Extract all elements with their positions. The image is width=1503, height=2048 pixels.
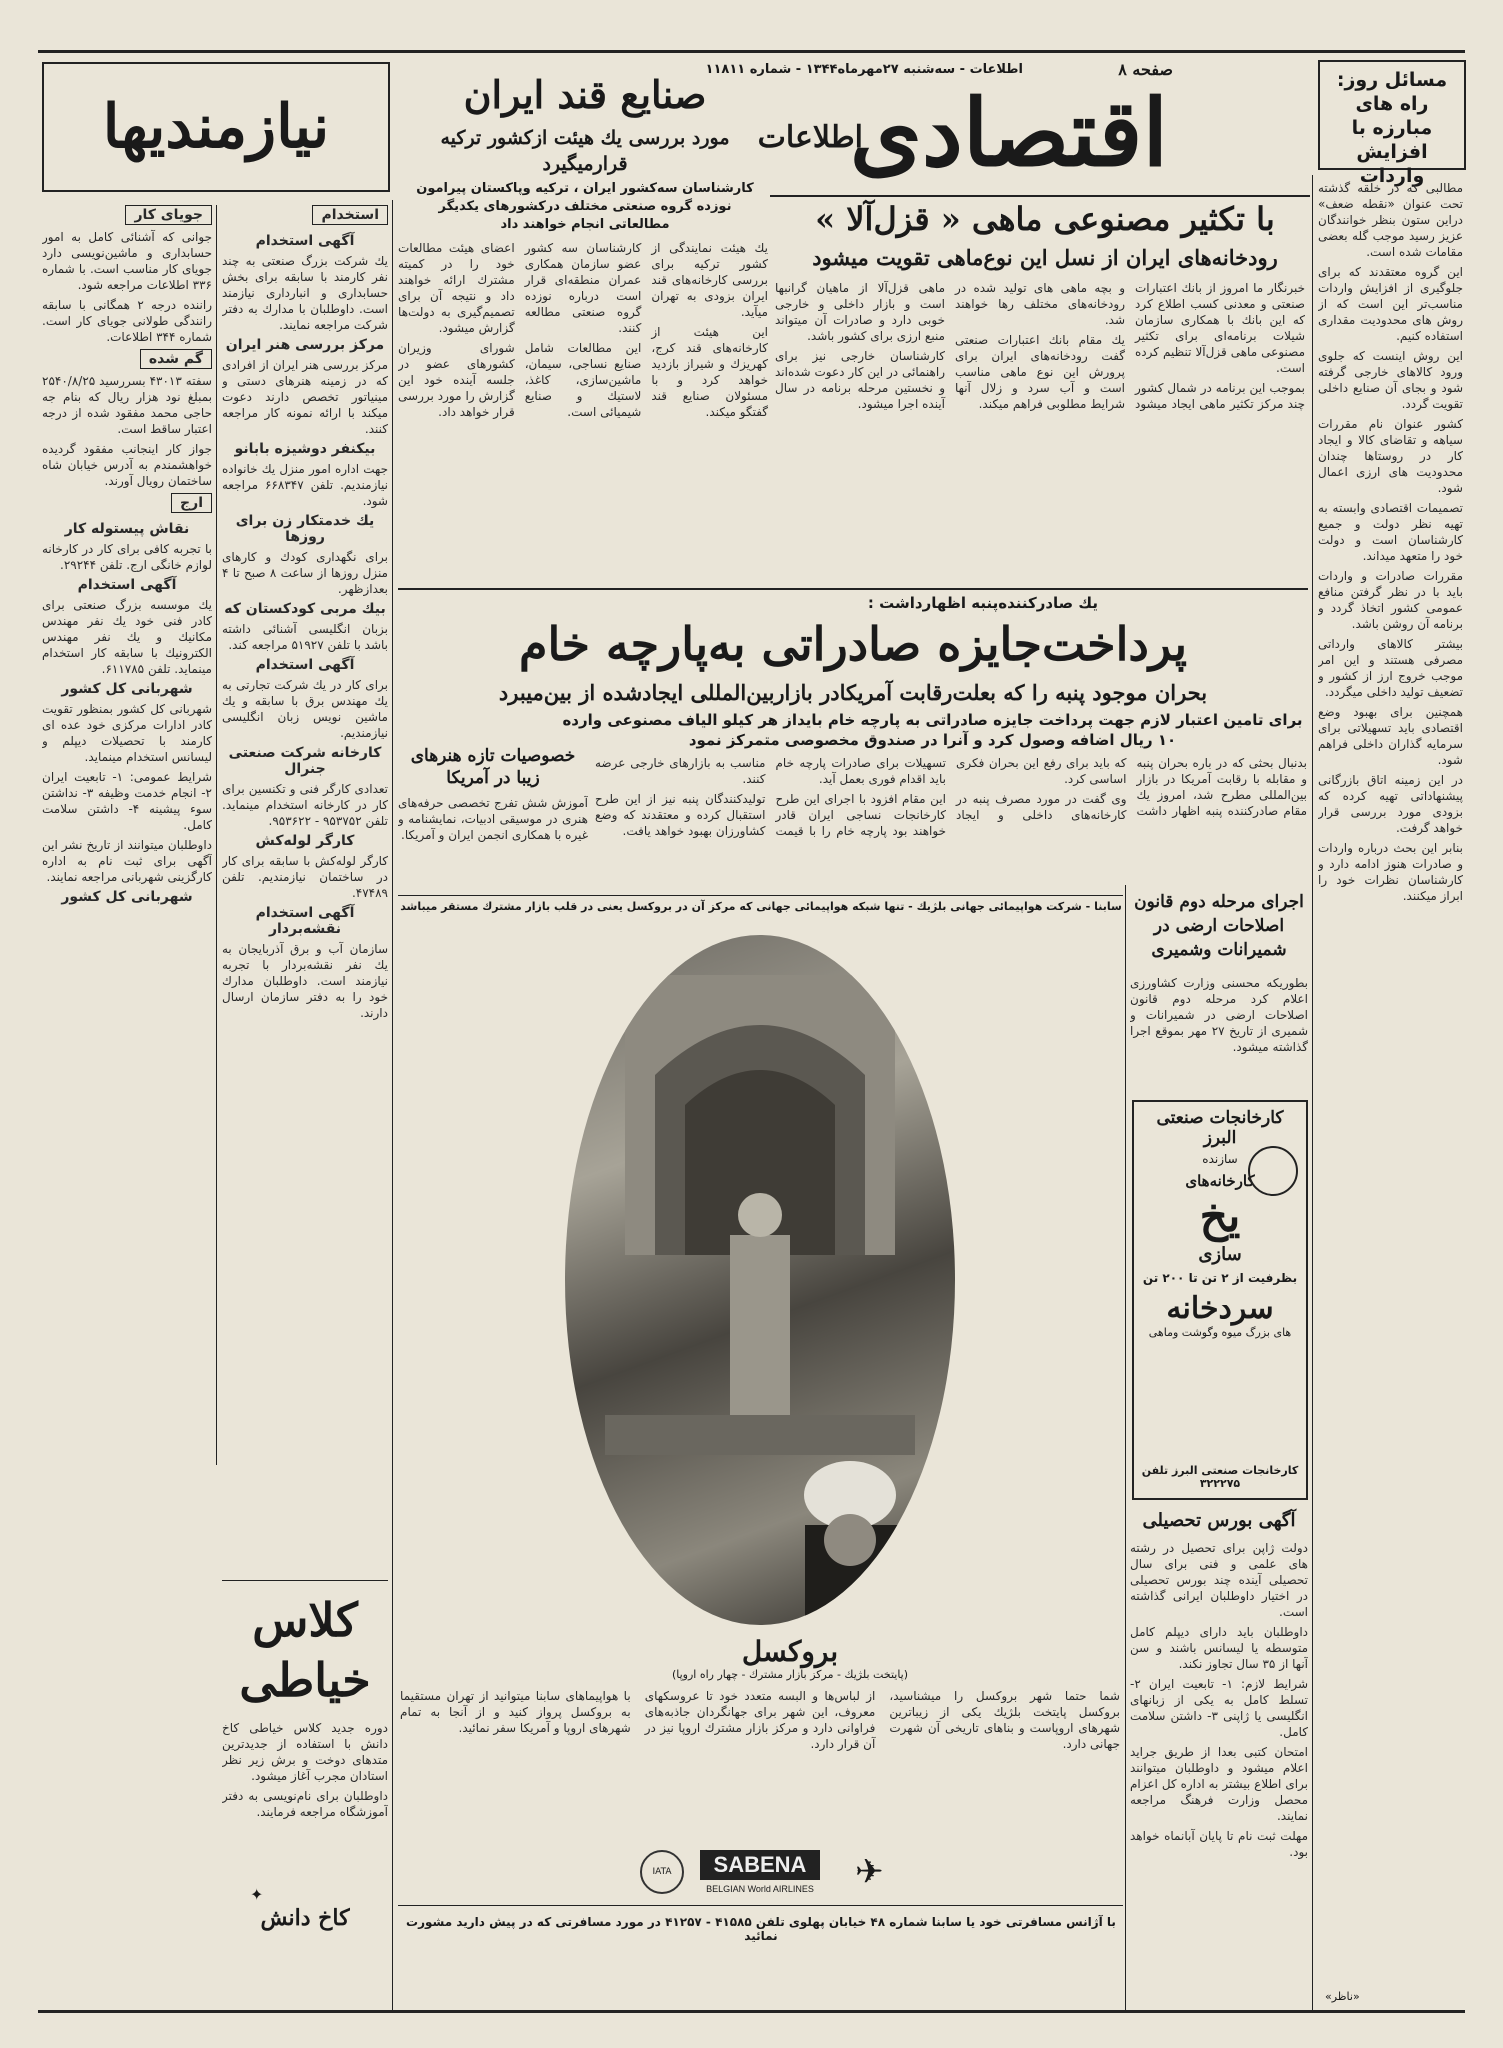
babanu-head: بیکنفر دوشیزه بابانو [234, 441, 376, 457]
page-number: صفحه ۸ [1118, 60, 1173, 79]
rule-fish-top [770, 195, 1310, 197]
general-co-head: کارخانه شرکت صنعتی جنرال [228, 745, 382, 777]
scholarship-body: دولت ژاپن برای تحصیل در رشته های علمی و فنی برای سال تحصیلی آینده چند بورس تحصیلی در اختیار داوطلبان ایرانی گذاشته است. داوطلبان باید دارای دیپلم کامل متوسطه یا لیسانس باشند و سن آنها از ۳۵ سال تجاوز نکند. شرایط لازم: ۱- تابعیت ایران ۲- تسلط کامل به یکی از زبانهای انگلیسی یا ژاپنی ۳- داشتن سلامت کامل. امتحان کتبی بعدا از طریق جراید اعلام میشود و داوطلبان میتوانند برای اطلاع بیشتر به اداره کل اعزام محصل وزارت فرهنگ مراجعه نمایند. مهلت ثبت نام تا پایان آبانماه خواهد بود. [1130, 1541, 1308, 1859]
municipality-sign: شهربانی کل کشور [61, 889, 193, 905]
rule-tailor-top [222, 1580, 388, 1581]
land-reform-headline: اجرای مرحله دوم قانون اصلاحات ارضی در شمیرانات وشمیری [1134, 892, 1304, 960]
issue-info: اطلاعات - سه‌شنبه ۲۷مهرماه۱۳۴۴ - شماره ۱۱۸۱۱ [705, 62, 1023, 77]
rule-v1 [392, 200, 393, 2010]
alborz-ad [1132, 1100, 1308, 1500]
rule-caption-top [398, 895, 1123, 896]
land-reform-body: بطوریکه محسنی وزارت کشاورزی اعلام کرد مرحله دوم قانون اصلاحات ارضی در شمیرانات و شمیری از تاریخ ۲۷ مهر بموقع اجرا گذاشته میشود. [1130, 976, 1308, 1054]
bird-logo-icon: ✦ [250, 1885, 264, 1904]
alborz-cold2: های بزرگ میوه وگوشت وماهی [1148, 1326, 1292, 1339]
brussels-subtitle: (پایتخت بلژیك - مرکز بازار مشترك - چهار راه اروپا) [671, 1668, 909, 1681]
cotton-body: بدنبال بحثی که در باره بحران پنبه و مقابله با رقابت آمریکا در بازار بین‌المللی مطرح شد، امروز یك مقام صادرکننده پنبه اظهار داشت که باید برای رفع این بحران فکری اساسی کرد. وی گفت در مورد مصرف پنبه در کارخانه‌های داخلی و ایجاد تسهیلات برای صادرات پارچه خام باید اقدام فوری بعمل آید. این مقام افزود با اجرای این طرح کارخانجات نساجی ایران قادر خواهند بود پارچه خام را با قیمت مناسب به بازارهای خارجی عرضه کنند. تولیدکنندگان پنبه نیز از این طرح استقبال کرده و معتقدند که وضع کشاورزان بهبود خواهد یافت. [595, 756, 1307, 838]
job-tag: جویای کار [125, 205, 212, 225]
cotton-subhead: بحران موجود پنبه را که بعلت‌رقابت آمریکادر بازاربین‌المللی ایجادشده از بین‌میبرد [498, 680, 1208, 705]
alborz-logo-icon [1248, 1146, 1298, 1196]
brand-title: اقتصادی [849, 79, 1168, 187]
lost-tag: گم شده [140, 349, 212, 369]
rule-v4 [1125, 885, 1126, 2010]
ad-hire-head: آگهی استخدام [255, 233, 355, 249]
arj-tag: ارج [171, 493, 212, 513]
cotton-headline: پرداخت‌جایزه صادراتی به‌پارچه خام [518, 617, 1188, 671]
scholarship-title: آگهی بورس تحصیلی [1142, 1510, 1296, 1531]
sugar-body: یك هیئت نمایندگی از کشور ترکیه برای بررسی کارخانه‌های قند ایران بزودی به تهران میآید. این هیئت از کارخانه‌های قند کرج، کهریزك و شیراز بازدید خواهد کرد و با مسئولان صنایع قند گفتگو میکند. کارشناسان سه کشور عضو سازمان همکاری عمران منطقه‌ای قرار است درباره نوزده گروه صنعتی مطالعه کنند. این مطالعات شامل صنایع نساجی، سیمان، ماشین‌سازی، کاغذ، لاستیك و صنایع شیمیائی است. اعضای هیئت مطالعات خود را در کمیته مشترك ارائه خواهند داد و نتیجه آن برای تصمیم‌گیری به دولت‌ها گزارش میشود. شورای وزیران کشورهای عضو در جلسه آینده خود این گزارش را مورد بررسی قرار خواهد داد. [398, 241, 768, 419]
brussels-title: بروکسل [741, 1635, 839, 1668]
fish-subhead: رودخانه‌های ایران از نسل این نوع‌ماهی تقویت میشود [812, 245, 1278, 270]
rule-v3 [1312, 175, 1313, 2010]
rule-sabena-footer [398, 1905, 1123, 1906]
hire-tag: استخدام [312, 205, 388, 225]
mapper-head: آگهی استخدام نقشه‌بردار [255, 905, 355, 937]
needs-title: نیازمندیها [102, 92, 330, 162]
brussels-photo [565, 935, 955, 1625]
sabena-footer: با آژانس مسافرتی خود یا سابنا شماره ۴۸ خیابان پهلوی تلفن ۴۱۵۸۵ - ۴۱۲۵۷ در مورد مسافرتی که در پیش دارید مشورت نمائید [406, 1915, 1116, 1943]
sugar-headline: صنایع قند ایران [463, 72, 707, 117]
tailor-title: کلاس خیاطی [239, 1593, 371, 1707]
airplane-icon: ✈ [855, 1852, 884, 1892]
fine-arts-body: آموزش شش تفرج تخصصی حرفه‌های هنری در موسیقی ادبیات، نمایشنامه و غیره با همکاری انجمن ایران و آمریکا. [398, 796, 588, 842]
brussels-body: شما حتما شهر بروکسل را میشناسید، بروکسل پایتخت بلژیك یکی از زیباترین شهرهای اروپاست و بناهای تاریخی آن شهرت جهانی دارد. از لباس‌ها و البسه متعدد خود تا عروسکهای معروف، این شهر برای جهانگردان جاذبه‌های فراوانی دارد و مرکز بازار مشترك اروپا نیز در آن قرار دارد. با هواپیماهای سابنا میتوانید از تهران مستقیما به بروکسل پرواز کنید و از آنجا به تمام شهرهای اروپا و آمریکا سفر نمائید. [400, 1689, 1120, 1751]
alborz-ice: یخ [1199, 1191, 1241, 1242]
column-right-text: مطالبی که در خلقه گذشته تحت عنوان «نقطه ضعف» دراین ستون بنظر خوانندگان عزیز رسید موجب گله بعضی مقامات شده است. این گروه معتقدند که برای جلوگیری از افزایش واردات مناسب‌تر این است که از روش های محدودیت مقداری استفاده کنیم. این روش اینست که جلوی ورود کالاهای خارجی گرفته شود و بجای آن صنایع داخلی تقویت گردد. کشور عنوان نام مقررات سیاهه و تقاضای کالا و ایجاد کار در روستاها چندان محدودیت های ارزی اعمال شود. تصمیمات اقتصادی وابسته به تهیه نظر دولت و جمیع کارشناسان است و دولت خود را متعهد میداند. مقررات صادرات و واردات باید با در نظر گرفتن منافع عمومی کشور اتخاذ گردد و برنامه آن روشن باشد. بیشتر کالاهای وارداتی مصرفی هستند و این امر موجب خروج ارز از کشور و تضعیف تولید داخلی میگردد. همچنین برای بهبود وضع اقتصادی باید تسهیلاتی برای سرمایه گذاران داخلی فراهم شود. در این زمینه اتاق بازرگانی پیشنهاداتی تهیه کرده که بزودی مورد بررسی قرار خواهد گرفت. بنابر این بحث درباره واردات و صادرات هنوز ادامه دارد و کارشناسان نظرات خود را ابراز میکنند. [1318, 181, 1463, 903]
hire-head-3: آگهی استخدام [77, 577, 177, 593]
sabena-tagline: BELGIAN World AIRLINES [706, 1884, 814, 1894]
alborz-ice2: سازی [1198, 1244, 1242, 1265]
frame-bottom [38, 2010, 1465, 2013]
daily-issues-box: مسائل روز: راه های مبارزه با افزایش واردات [1318, 60, 1466, 170]
frame-top [38, 50, 1465, 53]
fine-arts-headline: خصوصیات تازه هنرهای زیبا در آمریکا [410, 746, 576, 788]
column-needs-inner: استخدام آگهی استخدام یك شرکت بزرگ صنعتی به چند نفر کارمند با سابقه برای بخش حسابداری و انبارداری نیازمند است. داوطلبان با مدارك به دفتر شرکت مراجعه نمایند. مرکز بررسی هنر ایران مرکز بررسی هنر ایران از افرادی که در زمینه هنرهای دستی و مینیاتور تخصص دارند دعوت میکند با ارائه نمونه کار مراجعه کنند. بیکنفر دوشیزه بابانو جهت اداره امور منزل یك خانواده نیازمندیم. تلفن ۶۶۸۳۴۷ مراجعه شود. یك خدمتکار زن برای روزها برای نگهداری کودك و کارهای منزل روزها از ساعت ۸ صبح تا ۴ بعدازظهر. بیك مربی کودکستان که بزبان انگلیسی آشنائی داشته باشد با تلفن ۵۱۹۲۷ مراجعه کند. آگهی استخدام برای کار در یك شرکت تجارتی به یك مهندس برق با سابقه و یك ماشین نویس زبان انگلیسی نیازمندیم. کارخانه شرکت صنعتی جنرال تعدادی کارگر فنی و تکنسین برای کار در کارخانه استخدام مینماید. تلفن ۹۵۳۷۵۲ - ۹۵۳۶۲۲. کارگر لوله‌کش کارگر لوله‌کش با سابقه برای کار در ساختمان نیازمندیم. تلفن ۴۷۴۸۹. آگهی استخدام نقشه‌بردار سازمان آب و برق آذربایجان به یك نفر نقشه‌بردار با تجربه نیازمند است. داوطلبان مدارك خود را به دفتر سازمان ارسال دارند. [222, 207, 388, 1020]
sabena-logo: SABENA [700, 1850, 820, 1880]
hire-head-2: آگهی استخدام [255, 657, 355, 673]
alborz-capacity: بظرفیت از ۲ تن تا ۲۰۰ تن [1142, 1271, 1298, 1285]
alborz-plants: کارخانه‌های [1185, 1172, 1255, 1190]
servant-head: یك خدمتکار زن برای روزها [235, 513, 375, 545]
rule-v2 [216, 205, 217, 1465]
brand-small: اطلاعات [757, 120, 863, 155]
sugar-deck: کارشناسان سه‌کشور ایران ، ترکیه وپاکستان پیرامون نوزده گروه صنعتی مختلف درکشورهای یکدیگر مطالعاتی انجام خواهند داد [416, 181, 754, 232]
tailor-body: دوره جدید کلاس خیاطی کاخ دانش با استفاده از جدیدترین متدهای دوخت و برش زیر نظر استادان مجرب آغاز میشود. داوطلبان برای نام‌نویسی به دفتر آموزشگاه مراجعه فرمایند. [222, 1721, 388, 1819]
fish-body: خبرنگار ما امروز از بانك اعتبارات صنعتی و معدنی کسب اطلاع کرد که این بانك با همکاری سازمان شیلات برنامه‌ای برای تکثیر مصنوعی ماهی قزل‌آلا تنظیم کرده است. بموجب این برنامه در شمال کشور چند مرکز تکثیر ماهی ایجاد میشود و بچه ماهی های تولید شده در رودخانه‌های مختلف رها خواهند شد. یك مقام بانك اعتبارات صنعتی گفت رودخانه‌های ایران برای پرورش این نوع ماهی مناسب است و آب سرد و زلال آنها شرایط مطلوبی فراهم میکند. ماهی قزل‌آلا از ماهیان گرانبها است و بازار داخلی و خارجی خوبی دارد و صادرات آن میتواند منبع ارزی برای کشور باشد. کارشناسان خارجی نیز برای راهنمائی در این کار دعوت شده‌اند و نخستین مرحله برنامه در سال آینده اجرا میشود. [775, 281, 1305, 411]
alborz-phone: کارخانجات صنعتی البرز تلفن ۳۲۲۲۷۵ [1141, 1464, 1299, 1490]
needs-box [42, 62, 390, 192]
fish-headline: با تکثیر مصنوعی ماهی « قزل‌آلا » [815, 200, 1275, 238]
municipality-head: شهربانی کل کشور [61, 681, 193, 697]
teacher-head: بیك مربی کودکستان که [224, 601, 386, 617]
photo-caption: سابنا - شرکت هواپیمائی جهانی بلژیك - تنها شبکه هواپیمائی جهانی که مرکز آن در بروکسل یعنی در قلب بازار مشترك مستقر میباشد [400, 900, 1122, 913]
cotton-deck: برای تامین اعتبار لازم جهت پرداخت جایزه صادراتی به پارچه خام بایداز هر کیلو الیاف مصنوعی وارده ۱۰ ریال اضافه وصول کرد و آنرا در صندوق مخصوصی متمرکز نمود [562, 711, 1303, 749]
pipe-worker-head: کارگر لوله‌کش [255, 833, 355, 849]
rule-cotton-top [398, 588, 1308, 590]
painter-head: نقاش پیستوله کار [64, 521, 190, 537]
photo-illustration [565, 935, 955, 1625]
alborz-maker: کارخانجات صنعتی البرز [1156, 1108, 1284, 1148]
iata-logo-icon: IATA [640, 1850, 684, 1894]
alborz-maker2: سازنده [1202, 1152, 1238, 1166]
sugar-subhead: مورد بررسی یك هیئت ازکشور ترکیه قرارمیگیرد [440, 127, 730, 175]
footer-signature: «ناظر» [1325, 1990, 1360, 2003]
tailor-sub: کاخ دانش [260, 1905, 350, 1931]
cotton-kicker: یك صادرکننده‌پنبه اظهارداشت : [867, 594, 1098, 612]
alborz-cold: سردخانه [1166, 1291, 1274, 1326]
column-needs-outer: جویای کار جوانی که آشنائی کامل به امور حسابداری و ماشین‌نویسی دارد جویای کار مناسب است. با شماره ۳۳۶ اطلاعات مراجعه شود. راننده درجه ۲ همگانی با سابقه رانندگی طولانی جویای کار است. شماره ۳۴۴ اطلاعات. گم شده سفته ۴۳۰۱۳ بسررسید ۲۵۴۰/۸/۲۵ بمبلغ نود هزار ریال که بنام جه حاجی محمد مفقود شده از درجه اعتبار ساقط است. جواز کار اینجانب مفقود گردیده خواهشمندم به آدرس خیابان شاه ساختمان رویال آورند. ارج نقاش پیستوله کار با تجربه کافی برای کار در کارخانه لوازم خانگی ارج. تلفن ۲۹۲۴۴. آگهی استخدام یك موسسه بزرگ صنعتی برای کادر فنی خود یك نفر مهندس مکانیك و یك نفر مهندس الکترونیك با سابقه کار استخدام مینماید. تلفن ۶۱۱۷۸۵. شهربانی کل کشور شهربانی کل کشور بمنظور تقویت کادر ادارات مرکزی خود عده ای کارمند با تحصیلات دیپلم و لیسانس استخدام مینماید. شرایط عمومی: ۱- تابعیت ایران ۲- انجام خدمت وظیفه ۳- نداشتن سوء پیشینه ۴- داشتن سلامت کامل. داوطلبان میتوانند از تاریخ نشر این آگهی برای ثبت نام به اداره کارگزینی شهربانی مراجعه نمایند. شهربانی کل کشور [42, 207, 212, 905]
art-center-head: مرکز بررسی هنر ایران [225, 337, 385, 353]
